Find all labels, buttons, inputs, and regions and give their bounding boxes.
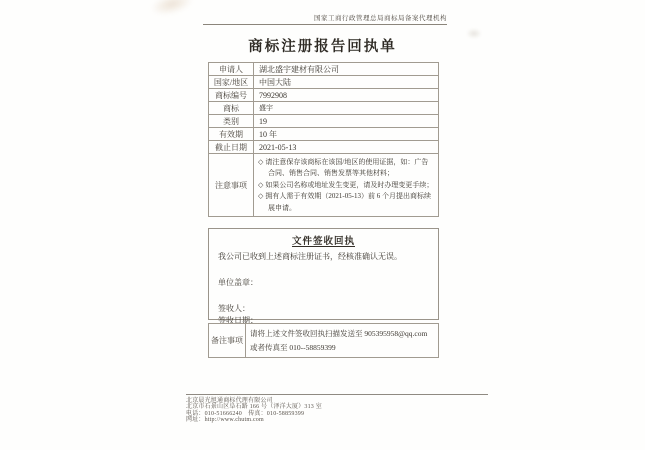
trademark-info-table [208,62,439,217]
note-text: 拥有人需于有效期（2021-05-13）前 6 个月提出商标续展申请。 [265,192,432,212]
row-label: 国家/地区 [209,76,254,89]
expiry-date-value: 2021-05-13 [254,141,439,154]
validity-value: 10 年 [254,128,439,141]
table-row [209,115,439,128]
agency-company-name: 北京晨光旭通商标代理有限公司 [186,398,273,404]
agency-footer [186,398,488,423]
row-label: 有效期 [209,128,254,141]
note-item [258,157,434,180]
trademark-name-value: 盛宇 [254,102,439,115]
scan-smudge-top [148,0,196,19]
footer-divider [186,394,488,395]
remark-fax-instruction: 或者传真至 010--58859399 [250,342,336,352]
agency-website: 网址：http://www.chutm.com [186,416,264,423]
row-label: 申请人 [209,63,254,76]
table-row [209,89,439,102]
remarks-row [209,324,439,358]
remark-send-instruction: 请将上述文件签收回执扫描发送至 905395958@qq.com [250,328,428,338]
note-item [258,191,434,214]
notes-label: 注意事项 [209,154,254,217]
note-text: 请注意保存该商标在该国/地区的使用证据，如：广告合同、销售合同、销售发票等其他材料； [265,158,429,178]
table-row [209,102,439,115]
sign-date-label: 签收日期： [218,316,258,325]
remarks-table [208,323,439,358]
row-label: 截止日期 [209,141,254,154]
table-row [209,141,439,154]
row-label: 商标 [209,102,254,115]
signer-label: 签收人： [218,304,250,313]
remarks-label: 备注事项 [209,324,246,358]
document-receipt-box [208,228,439,325]
agency-filing-note: 国家工商行政管理总局商标局备案代理机构 [203,13,447,25]
diamond-bullet-icon: ◇ [258,158,264,166]
row-label: 商标编号 [209,89,254,102]
note-item [258,180,434,191]
table-row [209,128,439,141]
trademark-number-value: 7992908 [254,89,439,102]
receipt-box-title: 文件签收回执 [291,237,355,247]
diamond-bullet-icon: ◇ [258,192,264,201]
note-text: 如果公司名称或地址发生变更，请及时办理变更手续； [265,180,434,189]
remarks-content [246,324,439,358]
country-value: 中国大陆 [254,76,439,89]
table-row [209,76,439,89]
diamond-bullet-icon: ◇ [258,180,264,189]
applicant-value: 湖北盛宇建材有限公司 [254,63,439,76]
receipt-confirmation-text: 我公司已收到上述商标注册证书，经核准确认无误。 [218,252,402,261]
document-title: 商标注册报告回执单 [248,39,397,55]
row-label: 类别 [209,115,254,128]
class-value: 19 [254,115,439,128]
agency-address: 北京市石景山区阜石路 166 号（泽洋大厦）313 室 [186,404,322,411]
agency-phone-fax: 电话：010-51666240 传真：010-58859399 [186,410,305,417]
company-stamp-label: 单位盖章： [218,278,258,287]
table-row [209,63,439,76]
notes-content [254,154,439,217]
notes-row [209,154,439,217]
